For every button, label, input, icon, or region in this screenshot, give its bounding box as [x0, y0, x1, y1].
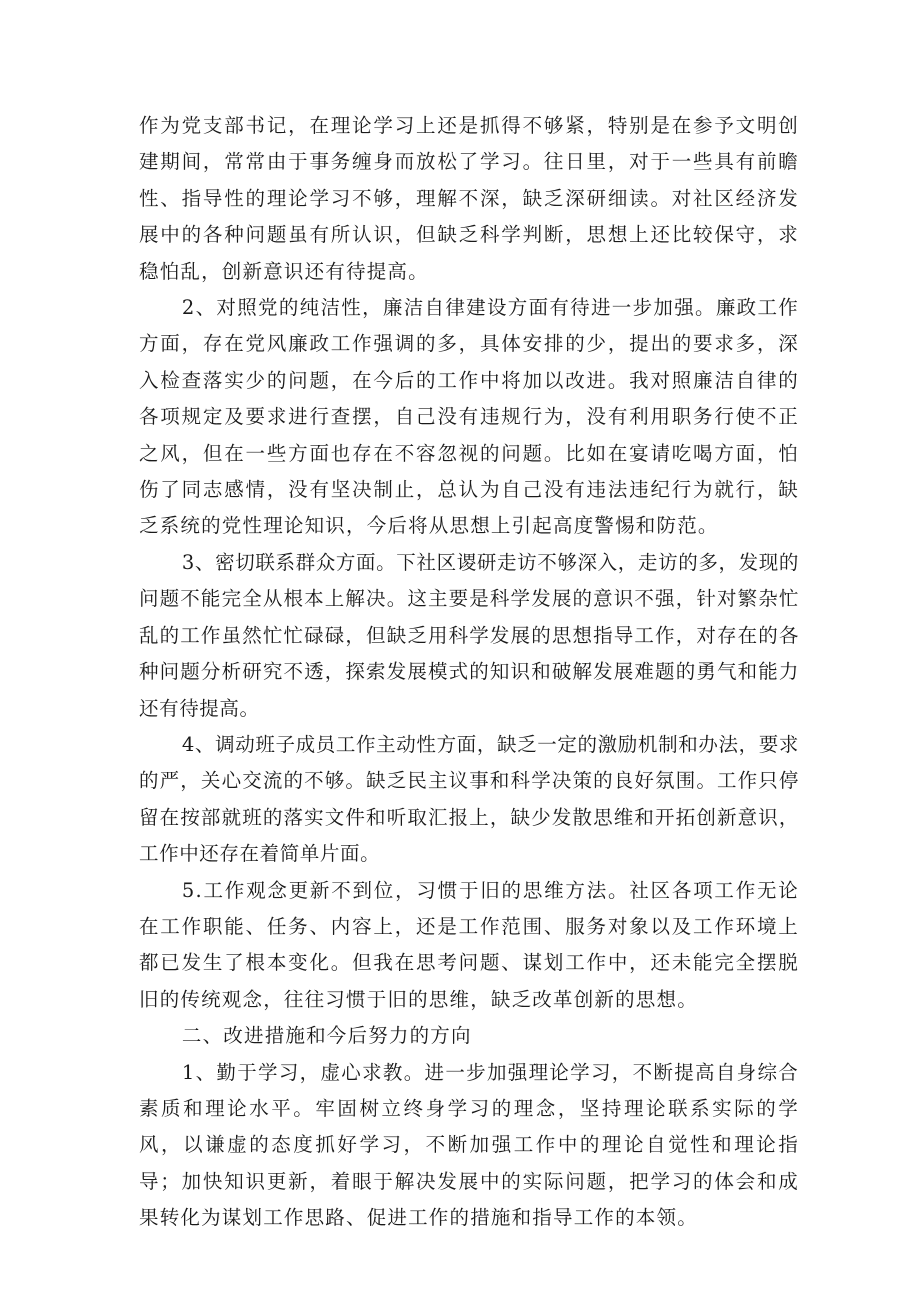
paragraph-team-initiative: 4、调动班子成员工作主动性方面，缺乏一定的激励机制和办法，要求的严，关心交流的不够。缺乏民主议事和科学决策的良好氛围。工作只停留在按部就班的落实文件和听取汇报上，缺少发散思维和开拓创新意识，工作中还存在着简单片面。: [139, 732, 799, 866]
document-body: [139, 108, 799, 1237]
section-heading-improvements: 二、改进措施和今后努力的方向: [181, 1024, 472, 1048]
paragraph-mass-contact: 3、密切联系群众方面。下社区谡研走访不够深入，走访的多，发现的问题不能完全从根本上解决。这主要是科学发展的意识不强，针对繁杂忙乱的工作虽然忙忙碌碌，但缺乏用科学发展的思想指导工作，对存在的各种问题分析研究不透，探索发展模式的知识和破解发展难题的勇气和能力还有待提高。: [139, 550, 799, 720]
paragraph-diligent-study: 1、勤于学习，虚心求教。进一步加强理论学习，不断提高自身综合素质和理论水平。牢固树立终身学习的理念，坚持理论联系实际的学风，以谦虚的态度抓好学习，不断加强工作中的理论自觉性和理论指导；加快知识更新，着眼于解决发展中的实际问题，把学习的体会和成果转化为谋划工作思路、促进工作的措施和指导工作的本领。: [139, 1060, 799, 1230]
paragraph-integrity: 2、对照党的纯洁性，廉洁自律建设方面有待进一步加强。廉政工作方面，存在党风廉政工作强调的多，具体安排的少，提出的要求多，深入检查落实少的问题，在今后的工作中将加以改进。我对照廉洁自律的各项规定及要求进行查摆，自己没有违规行为，没有利用职务行使不正之风，但在一些方面也存在不容忽视的问题。比如在宴请吃喝方面，怕伤了同志感情，没有坚决制止，总认为自己没有违法违纪行为就行，缺乏系统的党性理论知识，今后将从思想上引起高度警惕和防范。: [139, 296, 799, 538]
paragraph-concept-update: 5.工作观念更新不到位，习惯于旧的思维方法。社区各项工作无论在工作职能、任务、内容上，还是工作范围、服务对象以及工作环境上都已发生了根本变化。但我在思考问题、谋划工作中，还未能完全摆脱旧的传统观念，往往习惯于旧的思维，缺乏改革创新的思想。: [139, 878, 799, 1011]
paragraph-study-continued: 作为党支部书记，在理论学习上还是抓得不够紧，特别是在参予文明创建期间，常常由于事务缠身而放松了学习。往日里，对于一些具有前瞻性、指导性的理论学习不够，理解不深，缺乏深研细读。对社区经济发展中的各种问题虽有所认识，但缺乏科学判断，思想上还比较保守，求稳怕乱，创新意识还有待提高。: [139, 114, 799, 283]
